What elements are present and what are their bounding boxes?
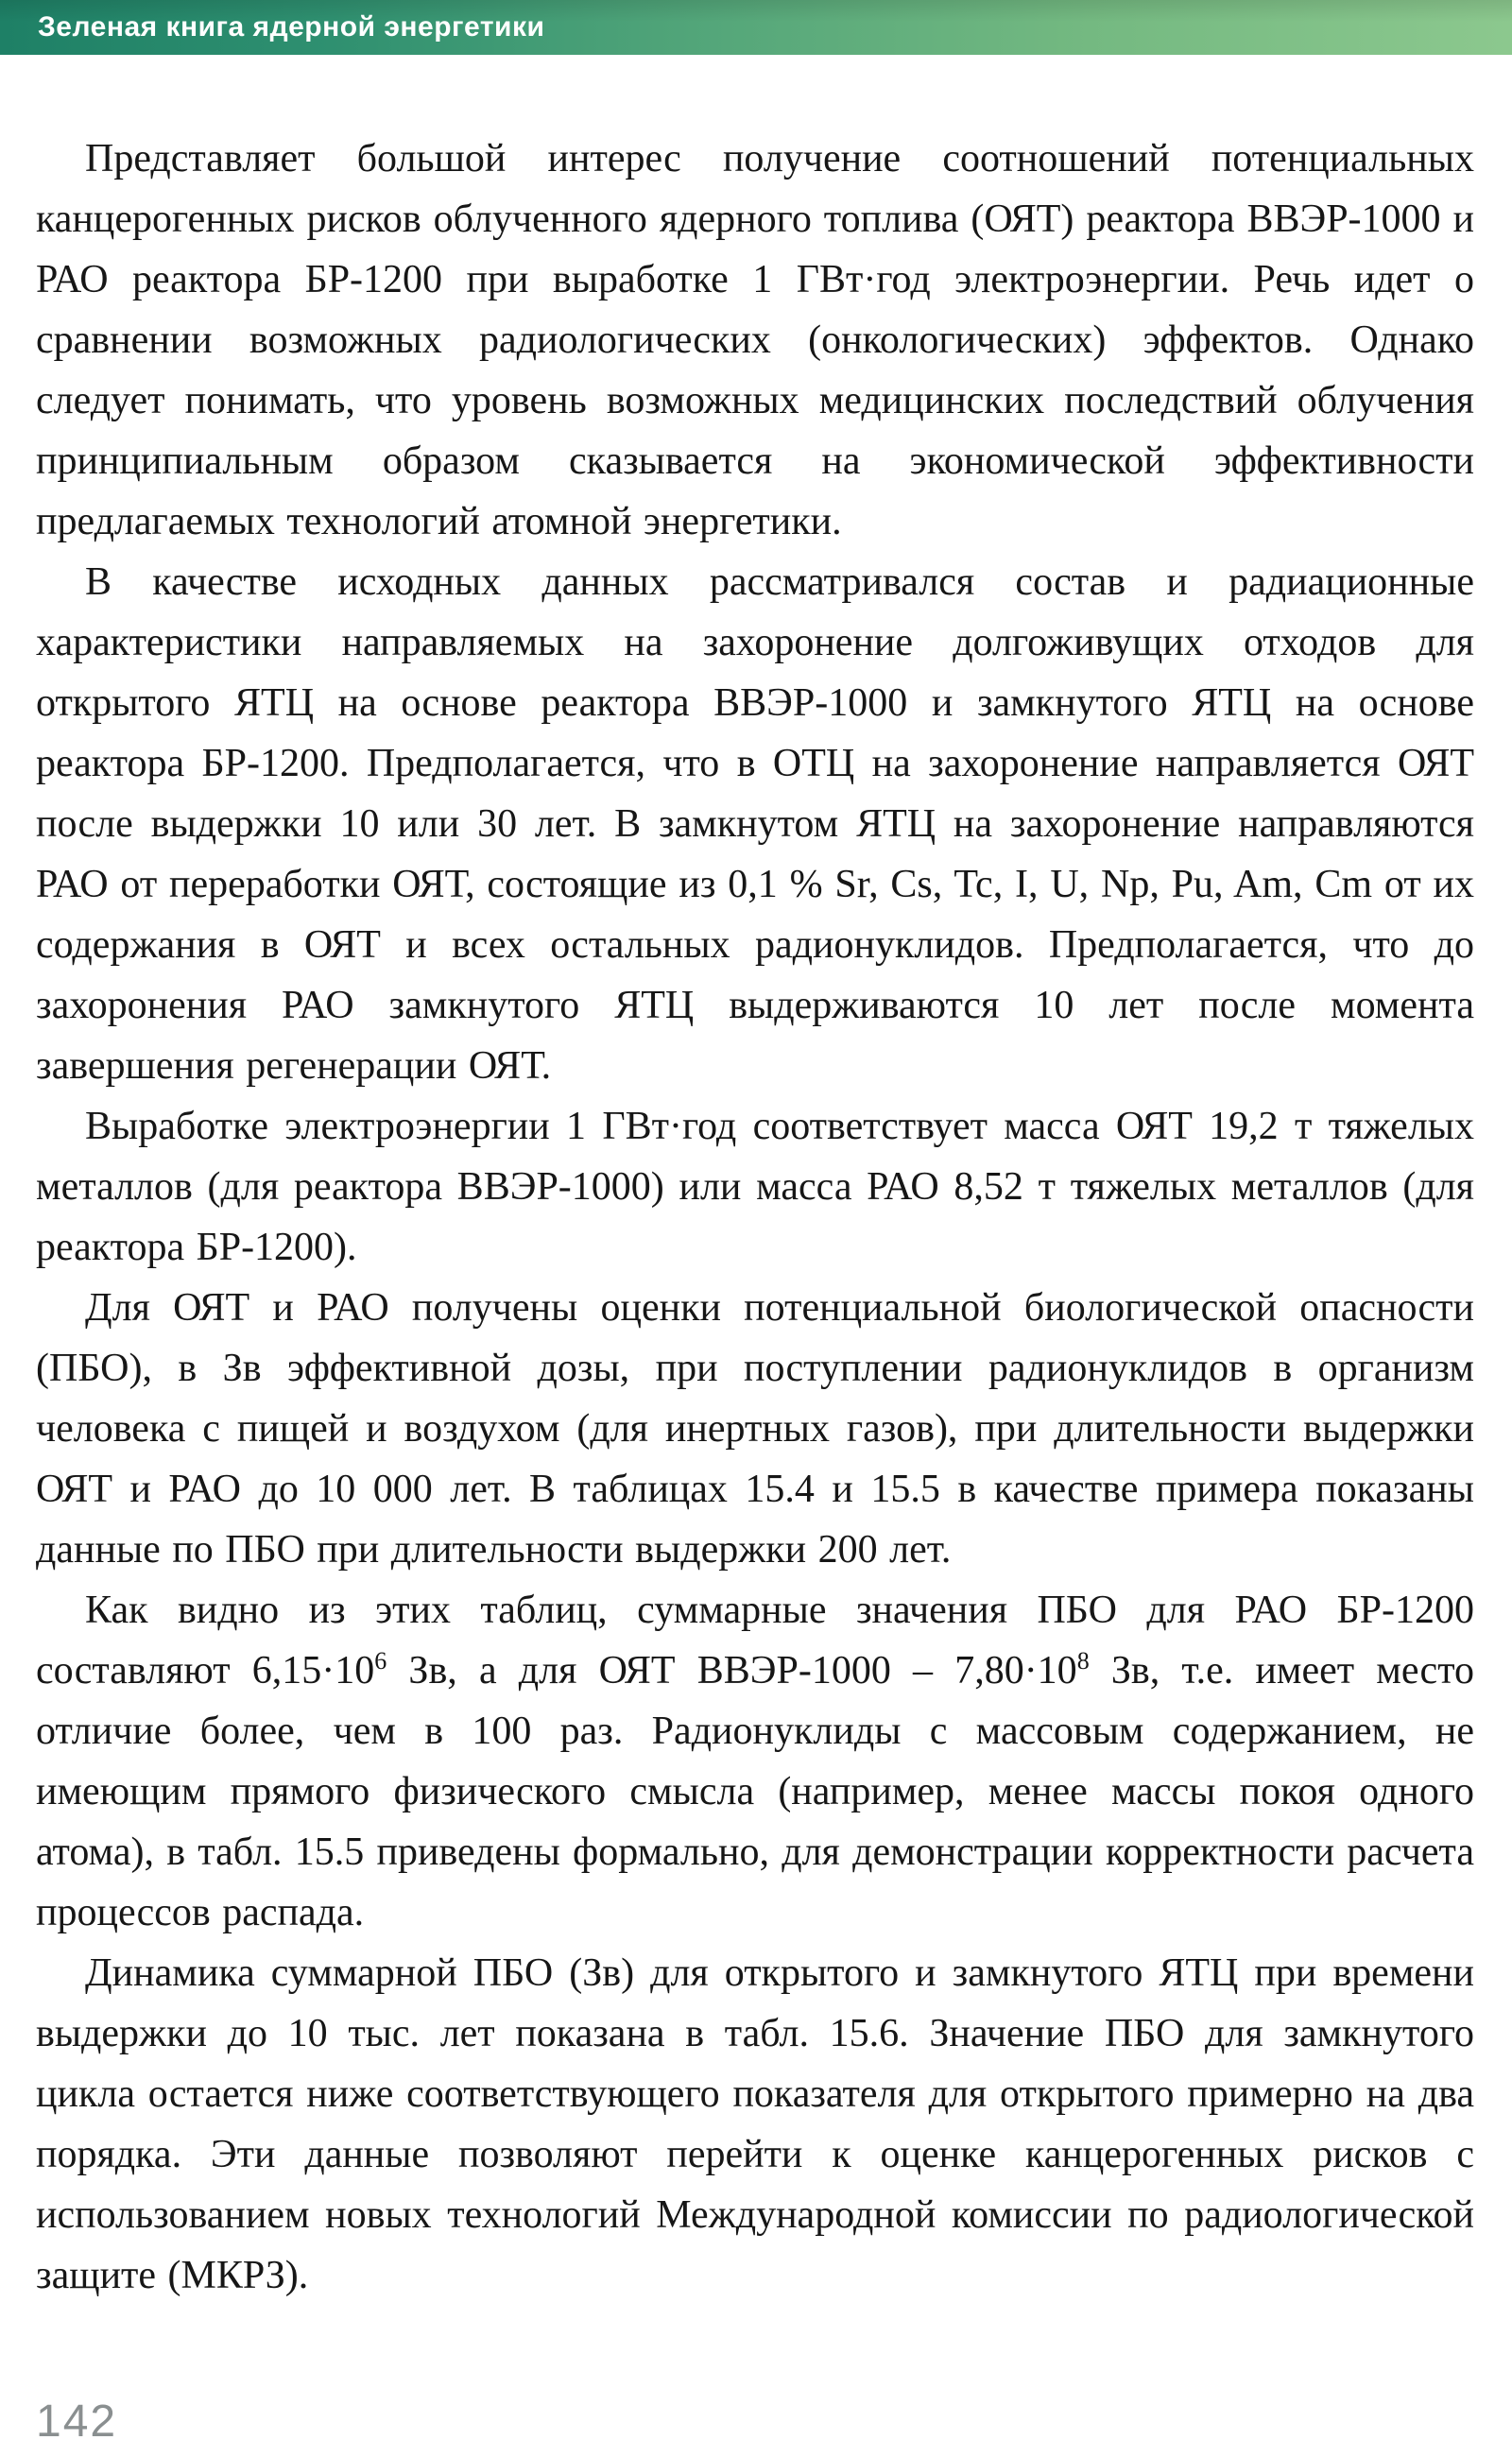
- exponent-superscript-6: 6: [374, 1647, 387, 1675]
- page-text-block: [36, 55, 1474, 2306]
- paragraph-3: Выработке электроэнергии 1 ГВт·год соответствует масса ОЯТ 19,2 т тяжелых металлов (для реактора ВВЭР-1000) или масса РАО 8,52 т тяжелых металлов (для реактора БР-1200).: [36, 1105, 1474, 1269]
- paragraph-1: Представляет большой интерес получение соотношений потенциальных канцерогенных рисков облученного ядерного топлива (ОЯТ) реактора ВВЭР-1000 и РАО реактора БР-1200 при выработке 1 ГВт·год электроэнергии. Речь идет о сравнении возможных радиологических (онкологических) эффектов. Однако следует понимать, что уровень возможных медицинских последствий облучения принципиальным образом сказывается на экономической эффективности предлагаемых технологий атомной энергетики.: [36, 137, 1474, 543]
- paragraph-5-text-after: Зв, т.е. имеет место отличие более, чем в 100 раз. Радионуклиды с массовым содержанием, не имеющим прямого физического смысла (например, менее массы покоя одного атома), в табл. 15.5 приведены формально, для демонстрации корректности расчета процессов распада.: [36, 1649, 1474, 1934]
- exponent-superscript-8: 8: [1076, 1647, 1090, 1675]
- paragraph-5-text-mid: Зв, а для ОЯТ ВВЭР-1000 – 7,80·10: [387, 1649, 1077, 1692]
- paragraph-5: [36, 1580, 1474, 1943]
- chapter-header-bar: [0, 0, 1512, 55]
- paragraph-5-text-before: Как видно из этих таблиц, суммарные значения ПБО для РАО БР-1200 составляют 6,15·10: [36, 1589, 1474, 1692]
- page-number: 142: [36, 2397, 118, 2447]
- paragraph-4: Для ОЯТ и РАО получены оценки потенциальной биологической опасности (ПБО), в Зв эффективной дозы, при поступлении радионуклидов в организм человека с пищей и воздухом (для инертных газов), при длительности выдержки ОЯТ и РАО до 10 000 лет. В таблицах 15.4 и 15.5 в качестве примера показаны данные по ПБО при длительности выдержки 200 лет.: [36, 1286, 1474, 1572]
- paragraph-6: Динамика суммарной ПБО (Зв) для открытого и замкнутого ЯТЦ при времени выдержки до 10 тыс. лет показана в табл. 15.6. Значение ПБО для замкнутого цикла остается ниже соответствующего показателя для открытого примерно на два порядка. Эти данные позволяют перейти к оценке канцерогенных рисков с использованием новых технологий Международной комиссии по радиологической защите (МКРЗ).: [36, 1951, 1474, 2297]
- book-title: Зеленая книга ядерной энергетики: [38, 11, 545, 43]
- paragraph-2: В качестве исходных данных рассматривался состав и радиационные характеристики направляемых на захоронение долгоживущих отходов для открытого ЯТЦ на основе реактора ВВЭР-1000 и замкнутого ЯТЦ на основе реактора БР-1200. Предполагается, что в ОТЦ на захоронение направляется ОЯТ после выдержки 10 или 30 лет. В замкнутом ЯТЦ на захоронение направляются РАО от переработки ОЯТ, состоящие из 0,1 % Sr, Cs, Tc, I, U, Np, Pu, Am, Cm от их содержания в ОЯТ и всех остальных радионуклидов. Предполагается, что до захоронения РАО замкнутого ЯТЦ выдерживаются 10 лет после момента завершения регенерации ОЯТ.: [36, 560, 1474, 1088]
